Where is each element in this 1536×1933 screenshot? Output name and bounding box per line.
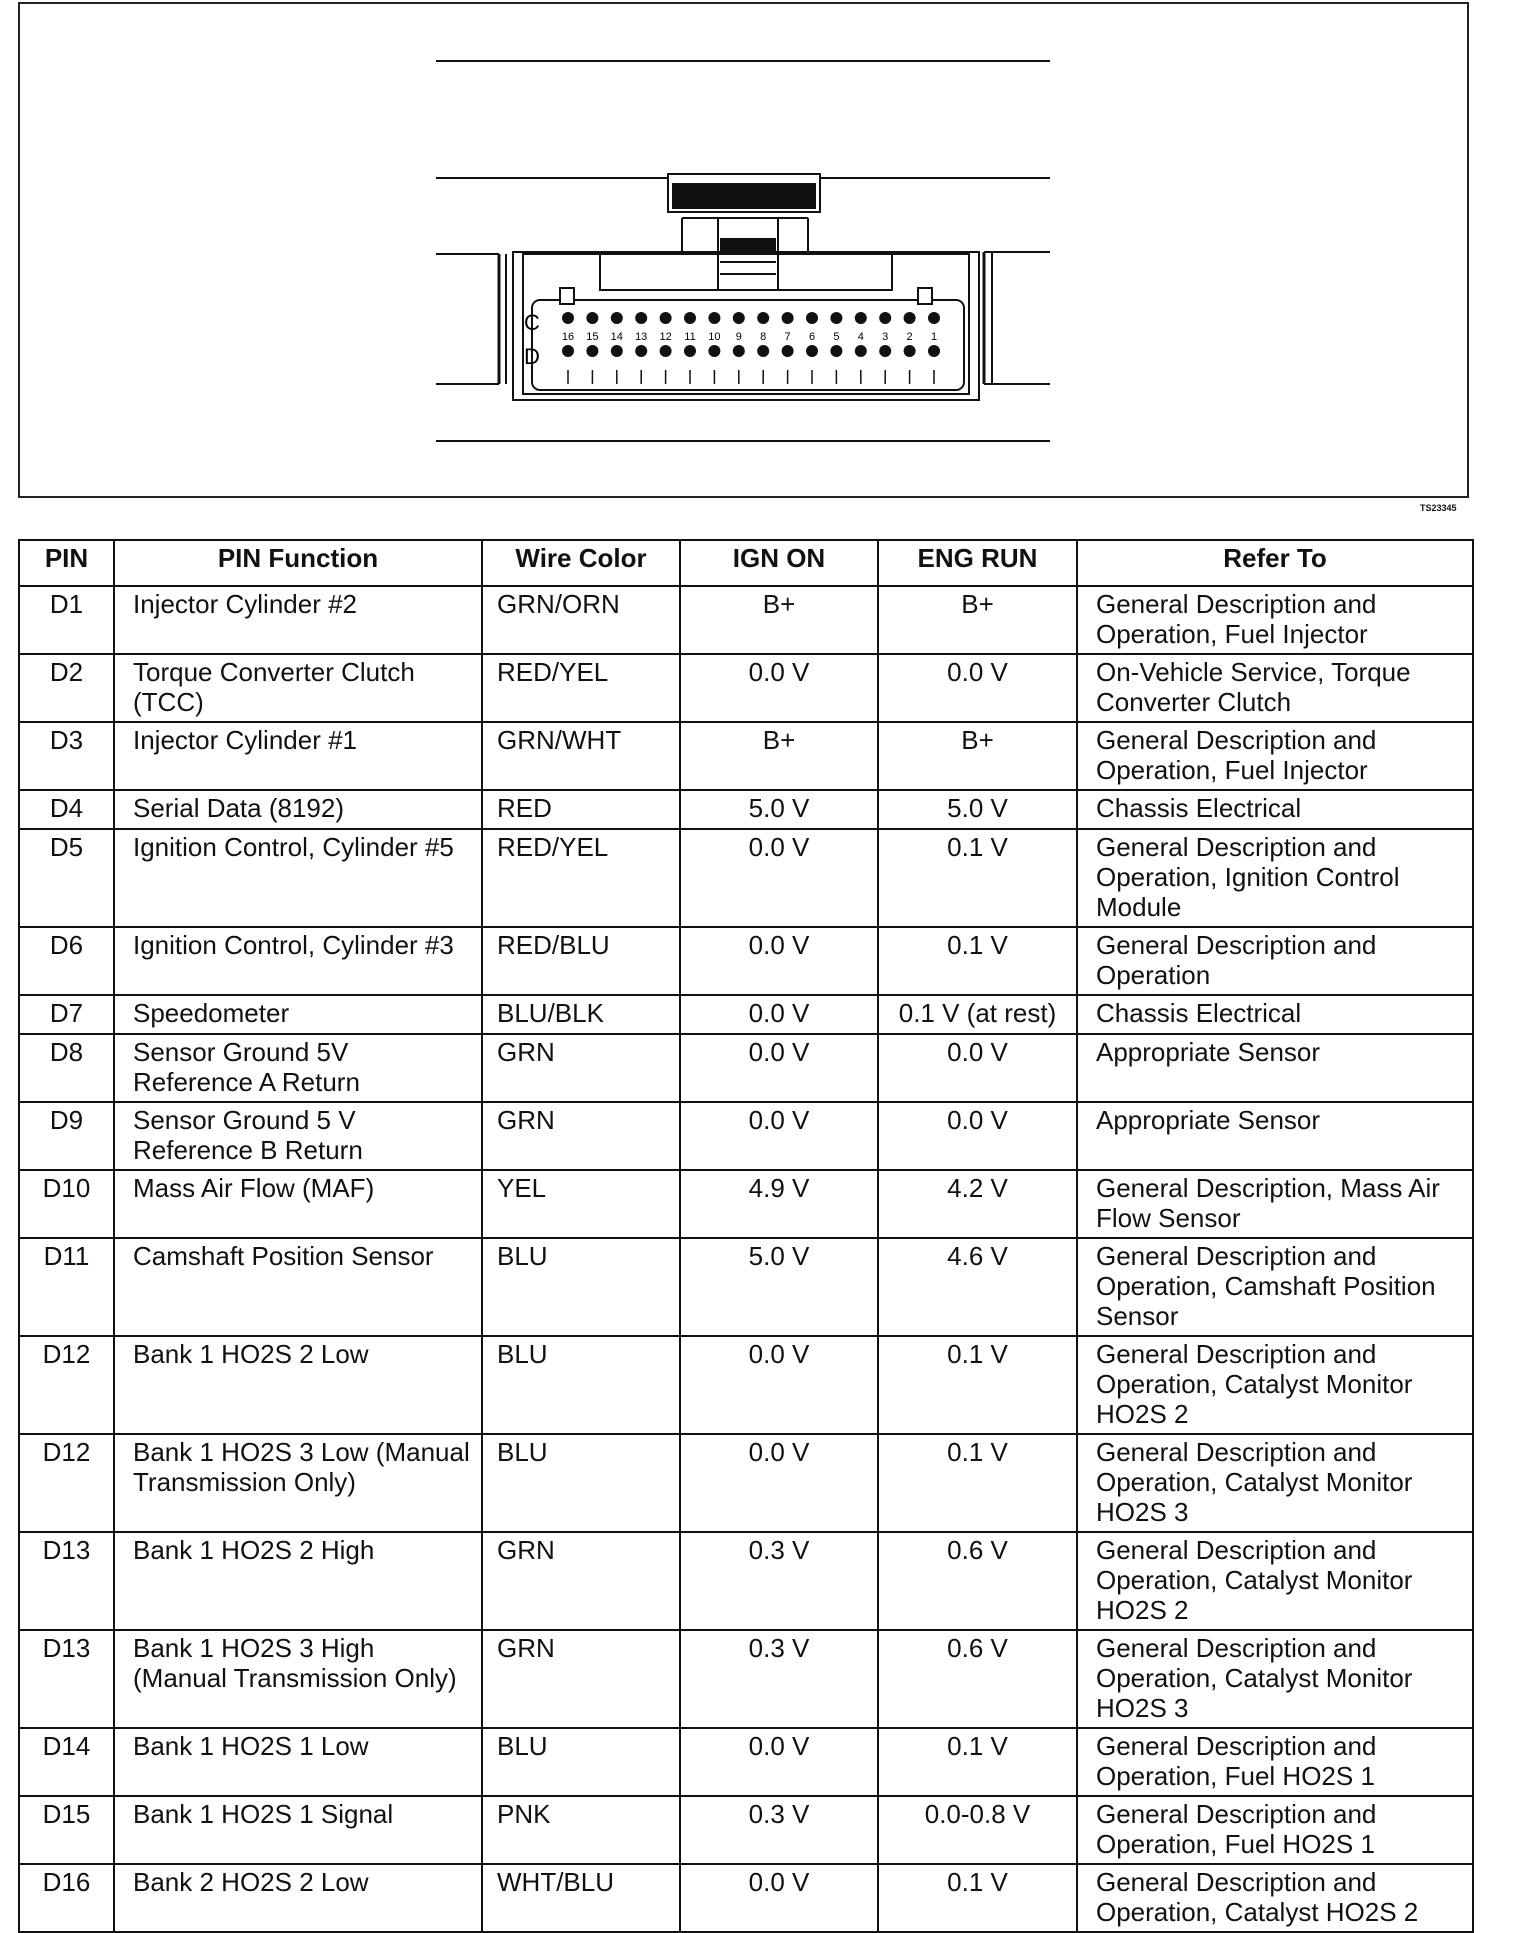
row-refer-to: Appropriate Sensor	[1077, 1102, 1473, 1170]
pin-dot-c	[879, 312, 891, 324]
row-ign-on: 5.0 V	[680, 1238, 878, 1336]
row-ign-on: 0.0 V	[680, 1336, 878, 1434]
pin-cavity	[532, 300, 964, 390]
row-pin: D12	[19, 1336, 114, 1434]
row-ign-on: B+	[680, 722, 878, 790]
pin-dot-c	[635, 312, 647, 324]
pin-dot-d	[830, 345, 842, 357]
row-pin: D8	[19, 1034, 114, 1102]
row-pin: D5	[19, 829, 114, 927]
row-label-d: D	[524, 344, 540, 369]
pin-table	[18, 539, 1474, 1933]
table-row	[19, 790, 1473, 829]
row-eng-run: 0.1 V	[878, 1434, 1077, 1532]
row-refer-to: General Description and Operation, Ignition Control Module	[1077, 829, 1473, 927]
row-wire-color: RED/YEL	[482, 654, 680, 722]
row-refer-to: General Description and Operation, Catalyst Monitor HO2S 2	[1077, 1532, 1473, 1630]
row-eng-run: 4.6 V	[878, 1238, 1077, 1336]
row-wire-color: PNK	[482, 1796, 680, 1864]
pin-dot-d	[757, 345, 769, 357]
row-ign-on: 4.9 V	[680, 1170, 878, 1238]
header-wire-color: Wire Color	[482, 540, 680, 586]
row-pin: D9	[19, 1102, 114, 1170]
pin-dot-c	[782, 312, 794, 324]
pin-dot-d	[586, 345, 598, 357]
row-eng-run: 0.0-0.8 V	[878, 1796, 1077, 1864]
table-body	[19, 586, 1473, 1932]
row-eng-run: B+	[878, 722, 1077, 790]
pin-dot-d	[611, 345, 623, 357]
pin-number-label: 10	[708, 331, 721, 343]
pin-dot-c	[733, 312, 745, 324]
header-pin: PIN	[19, 540, 114, 586]
row-pin: D3	[19, 722, 114, 790]
pin-number-label: 7	[784, 331, 791, 343]
row-ign-on: 0.3 V	[680, 1532, 878, 1630]
row-function: Bank 1 HO2S 2 High	[114, 1532, 482, 1630]
pin-dot-c	[660, 312, 672, 324]
pin-number-label: 6	[808, 331, 816, 343]
row-ign-on: 5.0 V	[680, 790, 878, 829]
row-function: Injector Cylinder #2	[114, 586, 482, 654]
row-refer-to: General Description and Operation, Fuel HO2S 1	[1077, 1728, 1473, 1796]
row-refer-to: General Description, Mass Air Flow Sensor	[1077, 1170, 1473, 1238]
row-ign-on: 0.0 V	[680, 654, 878, 722]
pin-number-label: 13	[635, 331, 648, 343]
table-row	[19, 927, 1473, 995]
row-eng-run: 4.2 V	[878, 1170, 1077, 1238]
table-row	[19, 995, 1473, 1034]
row-ign-on: 0.0 V	[680, 1034, 878, 1102]
pin-dot-c	[708, 312, 720, 324]
row-pin: D6	[19, 927, 114, 995]
pin-dot-c	[562, 312, 574, 324]
pin-dot-d	[879, 345, 891, 357]
latch-band	[672, 183, 816, 209]
pin-dot-d	[806, 345, 818, 357]
row-refer-to: Chassis Electrical	[1077, 995, 1473, 1034]
row-function: Bank 1 HO2S 1 Low	[114, 1728, 482, 1796]
row-ign-on: 0.3 V	[680, 1796, 878, 1864]
row-eng-run: 5.0 V	[878, 790, 1077, 829]
table-row	[19, 1102, 1473, 1170]
pin-dot-c	[806, 312, 818, 324]
pin-number-label: 11	[684, 331, 696, 343]
row-ign-on: 0.3 V	[680, 1630, 878, 1728]
row-wire-color: GRN	[482, 1102, 680, 1170]
row-function: Injector Cylinder #1	[114, 722, 482, 790]
table-row	[19, 1630, 1473, 1728]
pin-number-label: 1	[930, 331, 938, 343]
table-row	[19, 1532, 1473, 1630]
row-wire-color: BLU	[482, 1238, 680, 1336]
row-eng-run: 0.1 V (at rest)	[878, 995, 1077, 1034]
row-function: Ignition Control, Cylinder #3	[114, 927, 482, 995]
header-ign-on: IGN ON	[680, 540, 878, 586]
row-wire-color: RED/BLU	[482, 927, 680, 995]
row-eng-run: 0.1 V	[878, 1864, 1077, 1932]
row-refer-to: General Description and Operation	[1077, 927, 1473, 995]
row-ign-on: B+	[680, 586, 878, 654]
table-row	[19, 829, 1473, 927]
table-row	[19, 1238, 1473, 1336]
row-refer-to: General Description and Operation, Camshaft Position Sensor	[1077, 1238, 1473, 1336]
row-eng-run: 0.0 V	[878, 1102, 1077, 1170]
row-wire-color: GRN/WHT	[482, 722, 680, 790]
pin-number-label: 14	[610, 331, 623, 343]
row-ign-on: 0.0 V	[680, 1728, 878, 1796]
row-label-c: C	[524, 310, 540, 335]
table-header-row	[19, 540, 1473, 586]
row-function: Mass Air Flow (MAF)	[114, 1170, 482, 1238]
row-ign-on: 0.0 V	[680, 829, 878, 927]
table-row	[19, 586, 1473, 654]
table-row	[19, 1864, 1473, 1932]
row-refer-to: General Description and Operation, Fuel HO2S 1	[1077, 1796, 1473, 1864]
row-wire-color: RED/YEL	[482, 829, 680, 927]
row-wire-color: GRN	[482, 1034, 680, 1102]
pin-number-label: 3	[882, 331, 889, 343]
row-refer-to: General Description and Operation, Fuel Injector	[1077, 586, 1473, 654]
pin-dot-c	[757, 312, 769, 324]
row-wire-color: GRN/ORN	[482, 586, 680, 654]
pin-dot-c	[830, 312, 842, 324]
row-pin: D11	[19, 1238, 114, 1336]
row-pin: D16	[19, 1864, 114, 1932]
pin-dot-c	[684, 312, 696, 324]
figure-code: TS23345	[1420, 503, 1457, 513]
table-row	[19, 1336, 1473, 1434]
pin-dot-d	[562, 345, 574, 357]
pin-dot-c	[611, 312, 623, 324]
row-wire-color: BLU	[482, 1434, 680, 1532]
pin-dot-d	[635, 345, 647, 357]
row-function: Bank 1 HO2S 1 Signal	[114, 1796, 482, 1864]
pin-dot-c	[928, 312, 940, 324]
row-pin: D4	[19, 790, 114, 829]
row-ign-on: 0.0 V	[680, 995, 878, 1034]
row-eng-run: 0.1 V	[878, 1728, 1077, 1796]
row-function: Bank 2 HO2S 2 Low	[114, 1864, 482, 1932]
table-row	[19, 722, 1473, 790]
row-pin: D13	[19, 1630, 114, 1728]
row-wire-color: BLU/BLK	[482, 995, 680, 1034]
row-pin: D10	[19, 1170, 114, 1238]
pin-number-label: 5	[833, 331, 840, 343]
row-wire-color: YEL	[482, 1170, 680, 1238]
row-refer-to: On-Vehicle Service, Torque Converter Clutch	[1077, 654, 1473, 722]
pin-dot-c	[904, 312, 916, 324]
pin-dot-d	[684, 345, 696, 357]
header-eng-run: ENG RUN	[878, 540, 1077, 586]
row-ign-on: 0.0 V	[680, 1102, 878, 1170]
pin-dot-d	[904, 345, 916, 357]
row-refer-to: Appropriate Sensor	[1077, 1034, 1473, 1102]
cavity-key	[918, 288, 932, 304]
table-row	[19, 1796, 1473, 1864]
row-pin: D14	[19, 1728, 114, 1796]
row-function: Bank 1 HO2S 3 Low (Manual Transmission Only)	[114, 1434, 482, 1532]
connector-diagram	[18, 2, 1469, 498]
row-eng-run: 0.0 V	[878, 1034, 1077, 1102]
row-wire-color: GRN	[482, 1532, 680, 1630]
row-wire-color: GRN	[482, 1630, 680, 1728]
row-refer-to: General Description and Operation, Catalyst Monitor HO2S 3	[1077, 1630, 1473, 1728]
row-eng-run: 0.0 V	[878, 654, 1077, 722]
pin-dot-d	[855, 345, 867, 357]
header-pin-function: PIN Function	[114, 540, 482, 586]
row-wire-color: WHT/BLU	[482, 1864, 680, 1932]
row-eng-run: 0.1 V	[878, 1336, 1077, 1434]
pin-number-label: 8	[760, 331, 767, 343]
pin-dot-d	[928, 345, 940, 357]
row-pin: D7	[19, 995, 114, 1034]
row-wire-color: RED	[482, 790, 680, 829]
row-function: Serial Data (8192)	[114, 790, 482, 829]
row-pin: D15	[19, 1796, 114, 1864]
pin-number-label: 16	[561, 331, 575, 343]
row-refer-to: General Description and Operation, Catalyst Monitor HO2S 2	[1077, 1336, 1473, 1434]
row-function: Torque Converter Clutch (TCC)	[114, 654, 482, 722]
pin-number-label: 2	[906, 331, 913, 343]
row-wire-color: BLU	[482, 1728, 680, 1796]
row-refer-to: General Description and Operation, Fuel Injector	[1077, 722, 1473, 790]
row-eng-run: B+	[878, 586, 1077, 654]
row-ign-on: 0.0 V	[680, 927, 878, 995]
pin-number-label: 15	[586, 331, 599, 343]
pin-number-label: 4	[857, 331, 864, 343]
row-refer-to: Chassis Electrical	[1077, 790, 1473, 829]
row-function: Sensor Ground 5V Reference A Return	[114, 1034, 482, 1102]
table-row	[19, 1728, 1473, 1796]
row-eng-run: 0.1 V	[878, 829, 1077, 927]
row-pin: D2	[19, 654, 114, 722]
table-row	[19, 1034, 1473, 1102]
pin-number-label: 9	[735, 331, 742, 343]
row-wire-color: BLU	[482, 1336, 680, 1434]
pin-number-label: 12	[659, 331, 672, 343]
row-function: Speedometer	[114, 995, 482, 1034]
header-refer-to: Refer To	[1077, 540, 1473, 586]
row-function: Sensor Ground 5 V Reference B Return	[114, 1102, 482, 1170]
table-row	[19, 1434, 1473, 1532]
row-function: Camshaft Position Sensor	[114, 1238, 482, 1336]
row-refer-to: General Description and Operation, Catalyst Monitor HO2S 3	[1077, 1434, 1473, 1532]
connector-drawing	[20, 4, 1471, 500]
row-refer-to: General Description and Operation, Catalyst HO2S 2	[1077, 1864, 1473, 1932]
pin-dot-c	[855, 312, 867, 324]
pin-dot-c	[586, 312, 598, 324]
row-ign-on: 0.0 V	[680, 1864, 878, 1932]
row-pin: D1	[19, 586, 114, 654]
row-eng-run: 0.6 V	[878, 1532, 1077, 1630]
row-function: Bank 1 HO2S 2 Low	[114, 1336, 482, 1434]
cavity-key	[560, 288, 574, 304]
row-pin: D13	[19, 1532, 114, 1630]
table-row	[19, 1170, 1473, 1238]
pin-dot-d	[782, 345, 794, 357]
row-pin: D12	[19, 1434, 114, 1532]
pin-dot-d	[733, 345, 745, 357]
row-function: Ignition Control, Cylinder #5	[114, 829, 482, 927]
pin-dot-d	[660, 345, 672, 357]
row-ign-on: 0.0 V	[680, 1434, 878, 1532]
row-function: Bank 1 HO2S 3 High (Manual Transmission Only)	[114, 1630, 482, 1728]
row-eng-run: 0.6 V	[878, 1630, 1077, 1728]
pin-dot-d	[708, 345, 720, 357]
table-row	[19, 654, 1473, 722]
row-eng-run: 0.1 V	[878, 927, 1077, 995]
